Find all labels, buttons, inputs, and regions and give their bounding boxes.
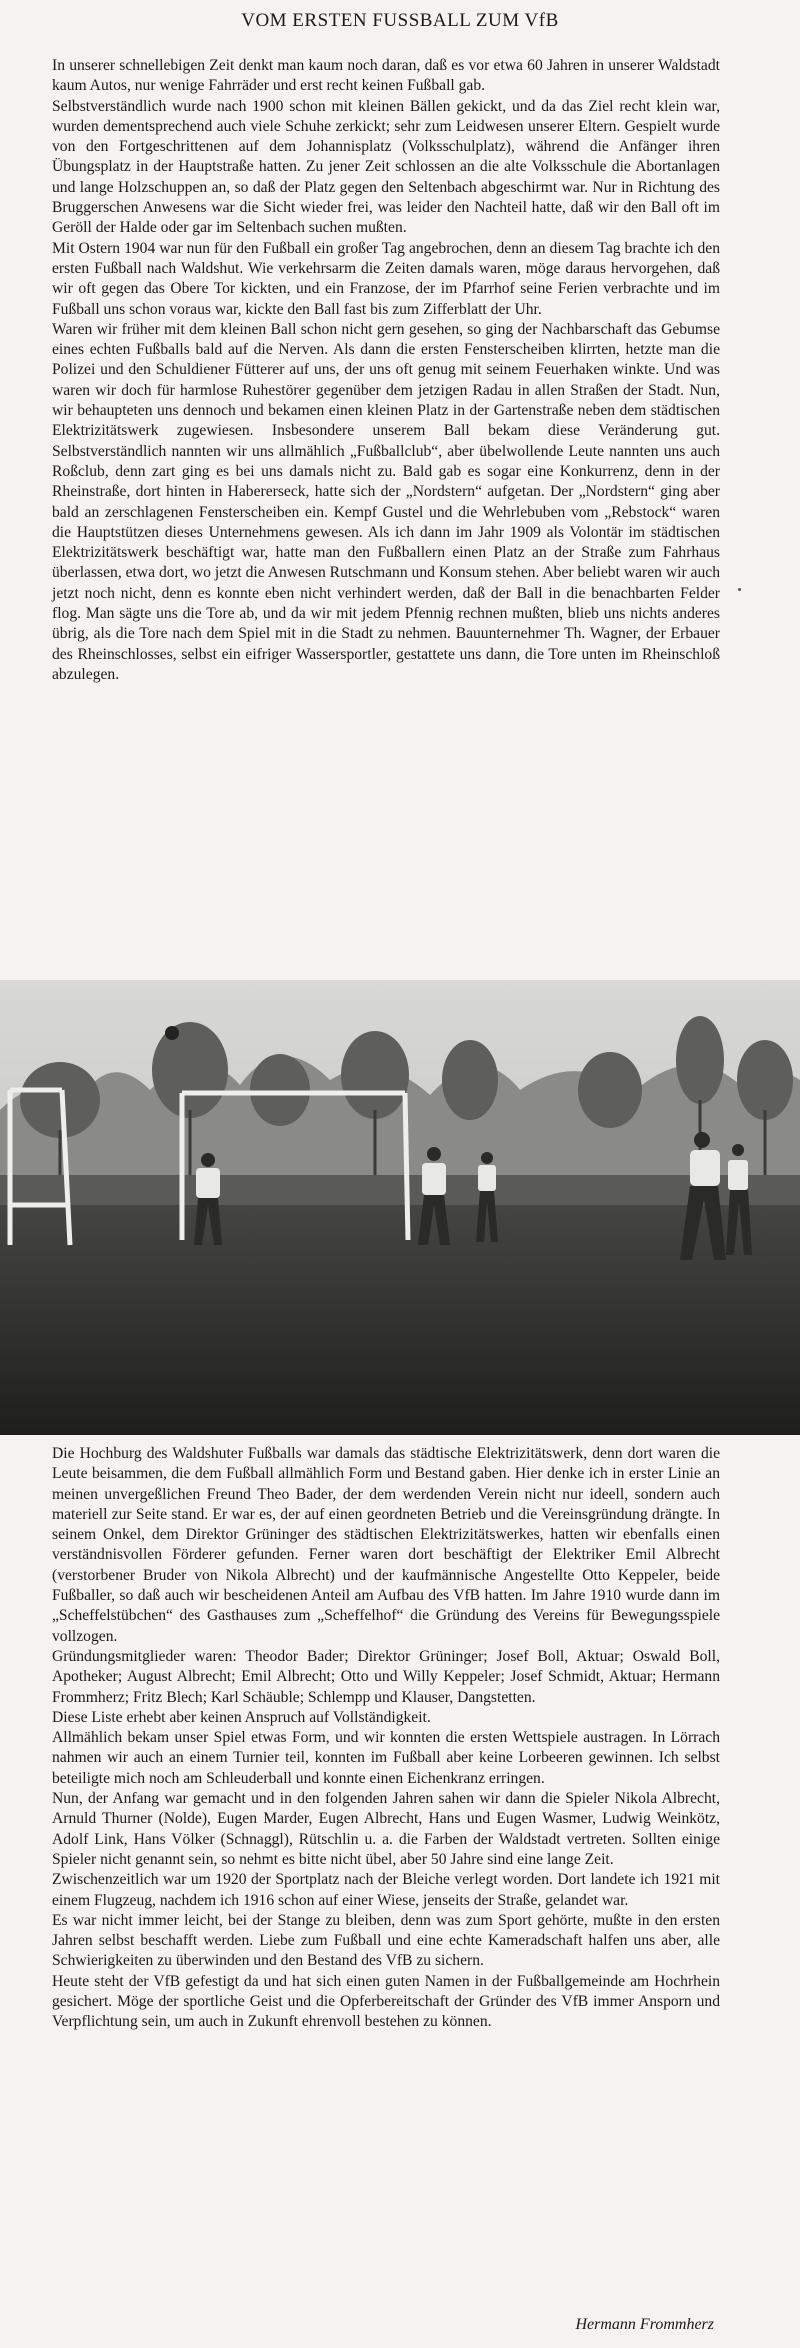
paragraph: Waren wir früher mit dem kleinen Ball schon nicht gern gesehen, so ging der Nachbarschaft das Gebumse eines echten Fußballs bald auf die Nerven. Als dann die ersten Fensterscheiben klirrten, hetzte man die Polizei und den Schuldiener Fütterer auf uns, der uns oft genug mit seinem Feuerhaken winkte. Und was waren wir doch für harmlose Ruhestörer gegenüber dem jetzigen Radau in allen Straßen der Stadt. Nun, wir behaupteten uns dennoch und bekamen einen kleinen Platz in der Gartenstraße neben dem städtischen Elektrizitätswerk zugewiesen. Insbesondere unserem Ball bekam diese Veränderung gut. Selbstverständlich nannten wir uns allmählich „Fußballclub“, aber übelwollende Leute nannten uns auch Roßclub, denn zart ging es bei uns damals nicht zu. Bald gab es sogar eine Konkurrenz, denn in der Rheinstraße, dort hinten in Habererseck, hatte sich der „Nordstern“ aufgetan. Der „Nordstern“ ging aber bald an zerschlagenen Fensterscheiben ein. Kempf Gustel und die Wehrlebuben vom „Rebstock“ waren die Hauptstützen dieses Unternehmens gewesen. Als ich dann im Jahr 1909 als Volontär im städtischen Elektrizitätswerk beschäftigt war, hatte man den Fußballern einen Platz an der Straße zum Fahrhaus überlassen, etwa dort, wo jetzt die Anwesen Rutschmann und Konsum stehen. Aber beliebt waren wir auch jetzt noch nicht, denn es konnte eben nicht verhindert werden, daß der Ball in die benachbarten Felder flog. Man sägte uns die Tore ab, und da wir mit jedem Pfennig rechnen mußten, blieb uns nichts anderes übrig, als die Tore nach dem Spiel mit in die Stadt zu nehmen. Bauunternehmer Th. Wagner, der Erbauer des Rheinschlosses, selbst ein eifriger Wassersportler, gestattete uns dann, die Tore unten im Rheinschloß abzulegen.	[52, 320, 720, 683]
paragraph: Zwischenzeitlich war um 1920 der Sportplatz nach der Bleiche verlegt worden. Dort landete ich 1921 mit einem Flugzeug, nachdem ich 1916 schon auf einer Wiese, jenseits der Straße, gelandet war.	[52, 1871, 720, 1909]
paragraph: Heute steht der VfB gefestigt da und hat sich einen guten Namen in der Fußballgemeinde am Hochrhein gesichert. Möge der sportliche Geist und die Opferbereitschaft der Gründer des VfB immer Ansporn und Verpflichtung sein, um auch in Zukunft ehrenvoll bestehen zu können.	[52, 1972, 720, 2031]
paragraph: In unserer schnellebigen Zeit denkt man kaum noch daran, daß es vor etwa 60 Jahren in unserer Waldstadt kaum Autos, nur wenige Fahrräder und erst recht keinen Fußball gab.	[52, 57, 720, 95]
paragraph: Es war nicht immer leicht, bei der Stange zu bleiben, denn was zum Sport gehörte, mußte in den ersten Jahren selbst beschafft werden. Liebe zum Fußball und eine echte Kameradschaft halfen uns aber, alle Schwierigkeiten zu überwinden und den Bestand des VfB zu sichern.	[52, 1911, 720, 1970]
article-text-top	[52, 56, 720, 685]
paragraph: Die Hochburg des Waldshuter Fußballs war damals das städtische Elektrizitätswerk, denn dort waren die Leute beisammen, die dem Fußball allmählich Form und Bestand gaben. Hier denke ich in erster Linie an meinen unvergeßlichen Freund Theo Bader, der dem werdenden Verein nicht nur ideell, sondern auch materiell zur Seite stand. Er war es, der auf einen geordneten Betrieb und die Vereinsgründung drängte. In seinem Onkel, dem Direktor Grüninger des städtischen Elektrizitätswerkes, hatten wir ebenfalls einen verständnisvollen Förderer gefunden. Ferner waren dort beschäftigt der Elektriker Emil Albrecht (verstorbener Bruder von Nikola Albrecht) und der kaufmännische Angestellte Otto Keppeler, beide Fußballer, so daß auch wir bescheidenen Anteil am Aufbau des VfB hatten. Im Jahre 1910 wurde dann im „Scheffelstübchen“ des Gasthauses zum „Scheffelhof“ die Gründung des Vereins für Bewegungsspiele vollzogen.	[52, 1445, 720, 1645]
paragraph: Allmählich bekam unser Spiel etwas Form, und wir konnten die ersten Wettspiele austragen. In Lörrach nahmen wir auch an einem Turnier teil, konnten im Fußball aber keine Lorbeeren gewinnen. Ich selbst beteiligte mich noch am Schleuderball und konnte einen Eichenkranz erringen.	[52, 1729, 720, 1787]
paragraph: Gründungsmitglieder waren: Theodor Bader; Direktor Grüninger; Josef Boll, Aktuar; Oswald Boll, Apotheker; August Albrecht; Emil Albrecht; Otto und Willy Keppeler; Josef Schmidt, Aktuar; Hermann Frommherz; Fritz Blech; Karl Schäuble; Schlempp und Klauser, Dangstetten.	[52, 1647, 720, 1706]
author-signature: Hermann Frommherz	[575, 2316, 714, 2333]
article-title: VOM ERSTEN FUSSBALL ZUM VfB	[241, 10, 559, 31]
paragraph: Nun, der Anfang war gemacht und in den folgenden Jahren sahen wir dann die Spieler Nikola Albrecht, Arnuld Thurner (Nolde), Eugen Marder, Eugen Albrecht, Hans und Eugen Wasmer, Ludwig Weinkötz, Adolf Link, Hans Völker (Schnaggl), Rütschlin u. a. die Farben der Waldstadt vertreten. Sollten einige Spieler nicht genannt sein, so nehmt es bitte nicht übel, aber 50 Jahre sind eine lange Zeit.	[52, 1790, 720, 1868]
article-text-bottom	[52, 1444, 720, 2033]
historical-football-photo	[0, 980, 800, 1435]
paragraph: Mit Ostern 1904 war nun für den Fußball ein großer Tag angebrochen, denn an diesem Tag brachte ich den ersten Fußball nach Waldshut. Wie verkehrsarm die Zeiten damals waren, möge daraus hervorgehen, daß wir oft gegen das Obere Tor kickten, und ein Franzose, der im Pfarrhof seine Ferien verbrachte und im Fußball uns schon voraus war, kickte den Ball fast bis zum Zifferblatt der Uhr.	[52, 239, 720, 318]
paragraph: Selbstverständlich wurde nach 1900 schon mit kleinen Bällen gekickt, und da das Ziel recht klein war, wurden dementsprechend auch viele Schuhe zerkickt; sehr zum Leidwesen unserer Eltern. Gespielt wurde von den Fortgeschrittenen auf dem Johannisplatz (Volksschulplatz), während die Anfänger ihren Übungsplatz in der Hauptstraße hatten. Zu jener Zeit schlossen an die alte Volksschule die Abortanlagen und lange Holzschuppen an, so daß der Platz gegen den Seltenbach abgeschirmt war. Nur in Richtung des Bruggerschen Anwesens war die Sicht wieder frei, was leider den Nachteil hatte, daß wir den Ball oft im Geröll der Halde oder gar im Seltenbach suchen mußten.	[52, 97, 720, 237]
margin-mark	[738, 588, 741, 591]
paragraph: Diese Liste erhebt aber keinen Anspruch auf Vollständigkeit.	[52, 1708, 431, 1726]
